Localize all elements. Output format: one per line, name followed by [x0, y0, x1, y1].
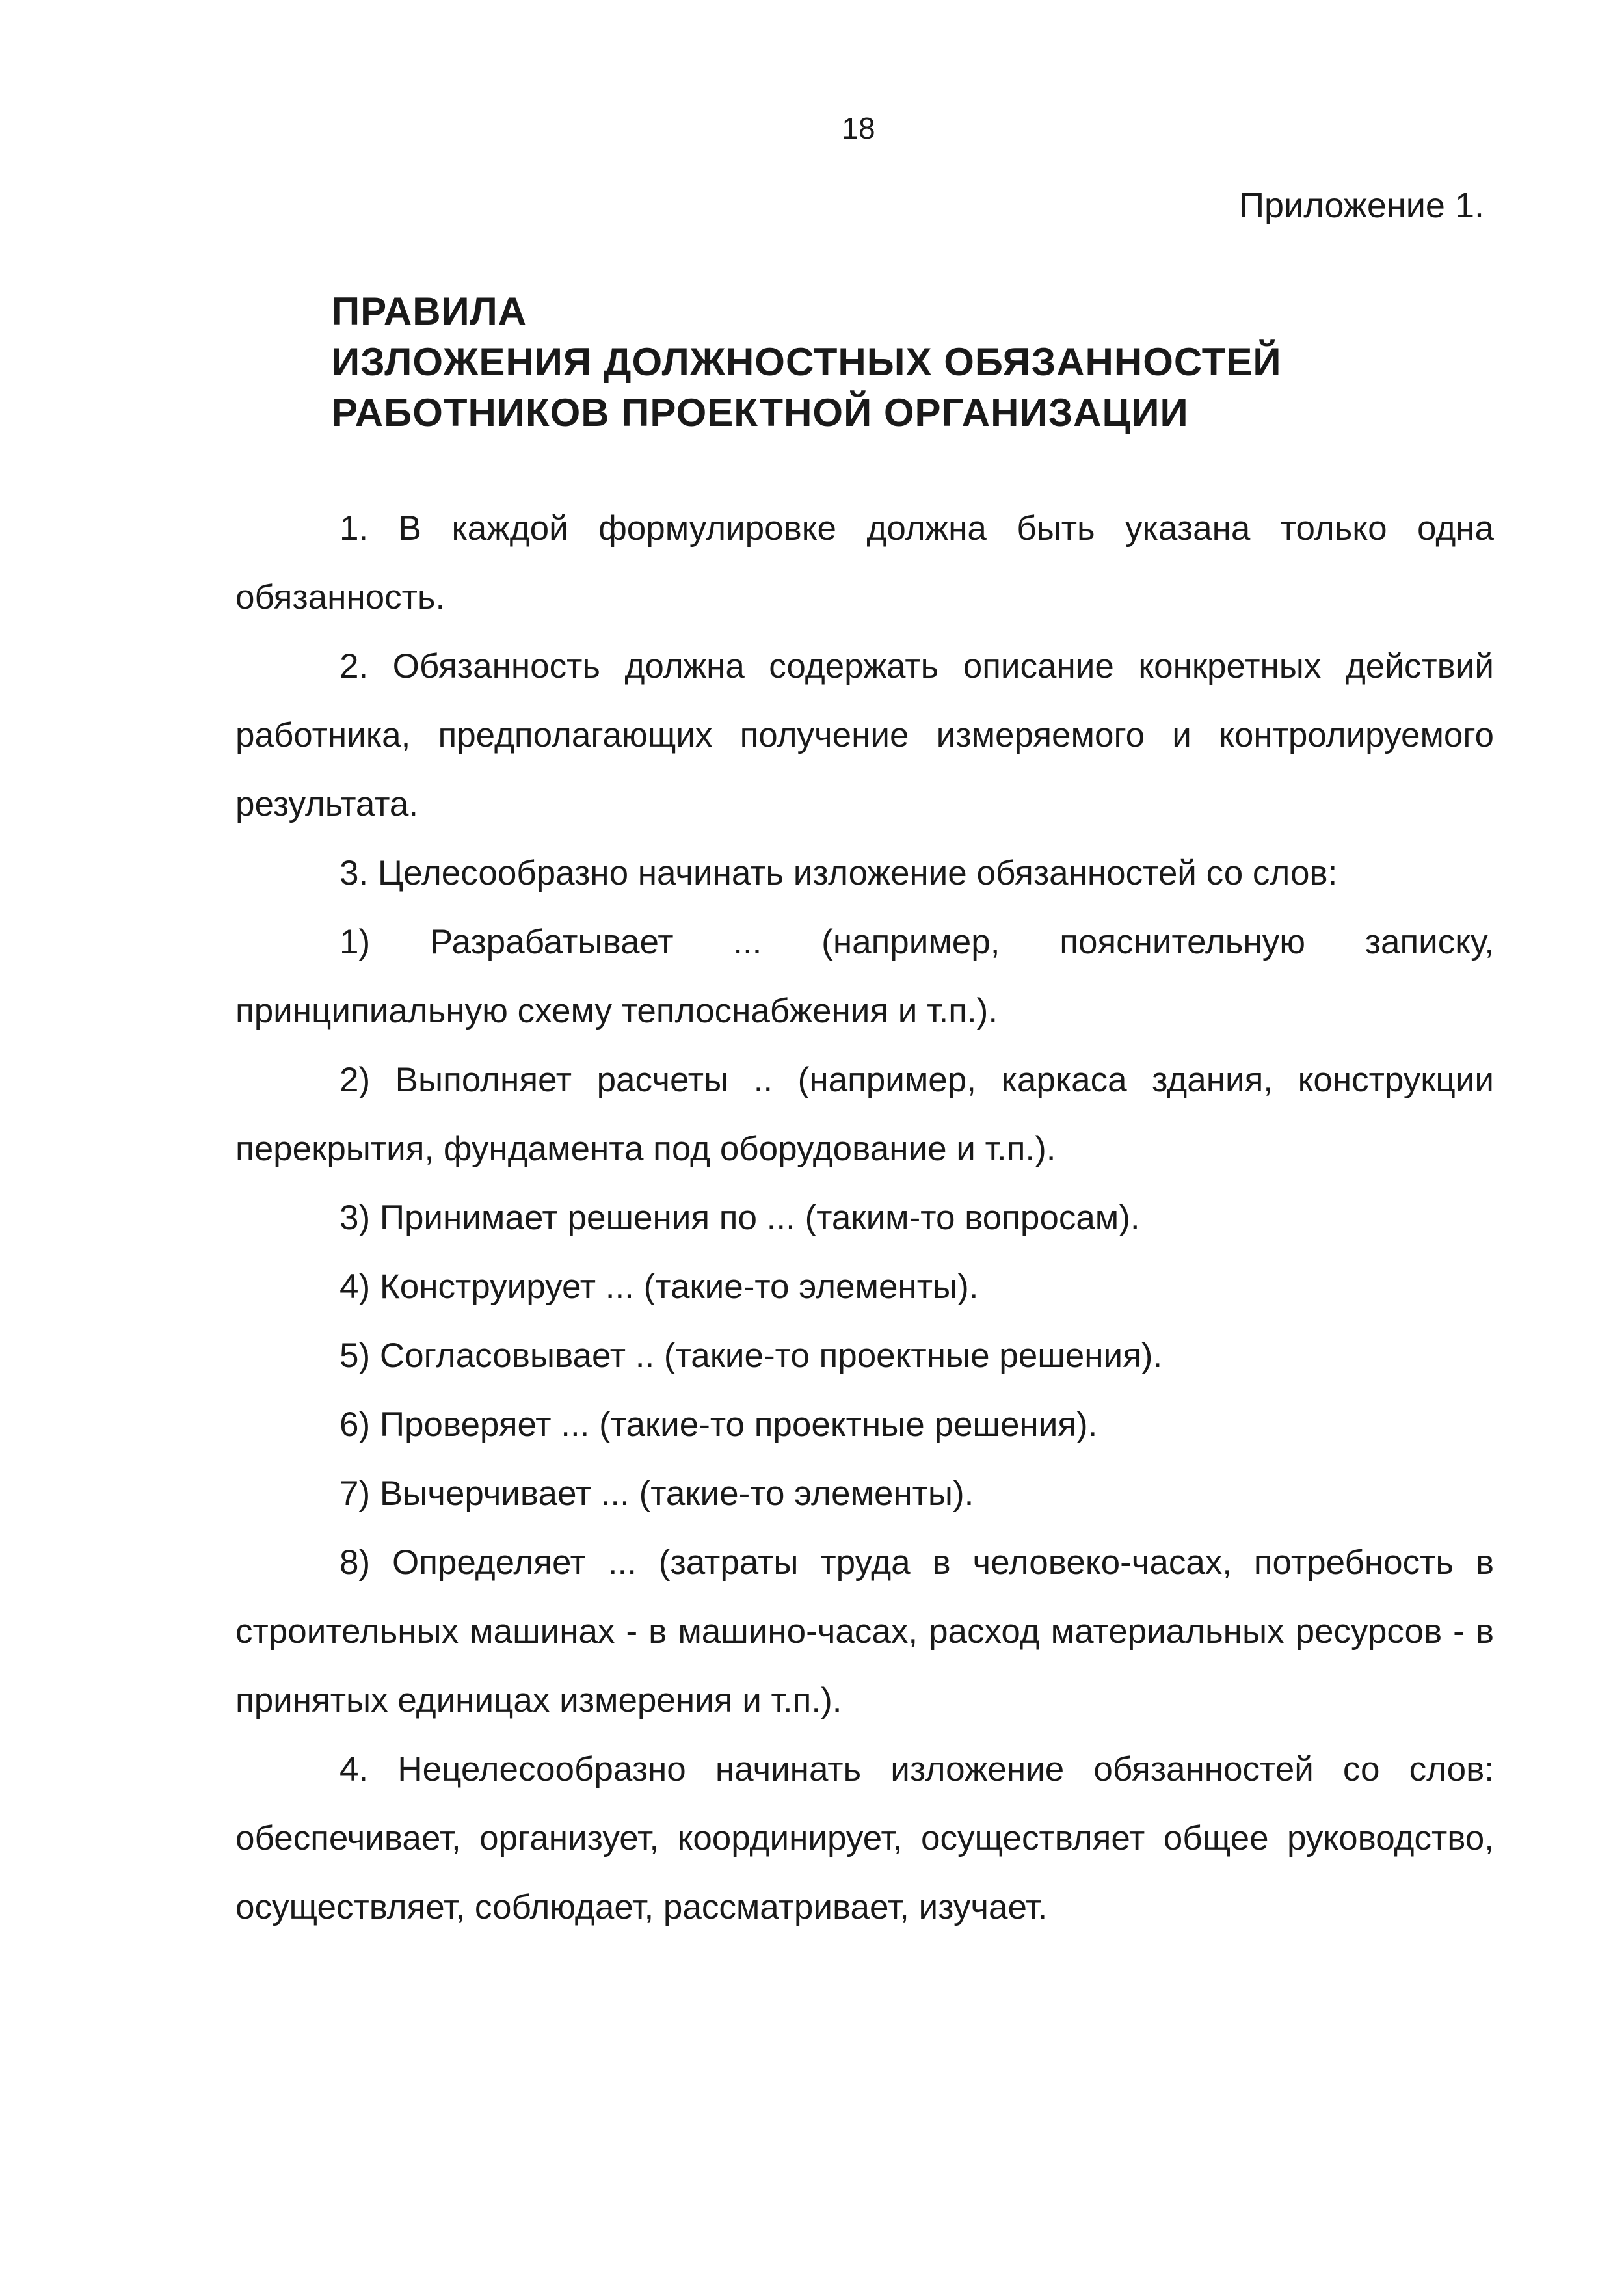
page-number: 18	[842, 111, 875, 145]
list-item-checks: 6) Проверяет ... (такие-то проектные решения).	[339, 1405, 1098, 1444]
appendix-label: Приложение 1.	[1239, 186, 1484, 225]
list-item-designs: 4) Конструирует ... (такие-то элементы).	[339, 1268, 979, 1306]
list-item-determines: 8) Определяет ... (затраты труда в человеко-часах, потребность в строительных машинах - в машино-часах, расход материальных ресурсов - в принятых единицах измерения и т.п.).	[235, 1543, 1494, 1720]
list-item-draws: 7) Вычерчивает ... (такие-то элементы).	[339, 1474, 974, 1513]
title-line-1: ПРАВИЛА	[332, 289, 527, 333]
title-line-2: ИЗЛОЖЕНИЯ ДОЛЖНОСТНЫХ ОБЯЗАННОСТЕЙ	[332, 340, 1282, 384]
title-line-3: РАБОТНИКОВ ПРОЕКТНОЙ ОРГАНИЗАЦИИ	[332, 391, 1189, 434]
document-title	[332, 286, 1502, 438]
paragraph-rule-1: 1. В каждой формулировке должна быть указана только одна обязанность.	[235, 509, 1494, 617]
list-item-approves: 5) Согласовывает .. (такие-то проектные решения).	[339, 1337, 1163, 1375]
list-item-decides: 3) Принимает решения по ... (таким-то вопросам).	[339, 1199, 1140, 1237]
paragraph-rule-2: 2. Обязанность должна содержать описание конкретных действий работника, предполагающих получение измеряемого и контролируемого результата.	[235, 647, 1494, 823]
document-body	[235, 494, 1494, 1942]
list-item-calculates: 2) Выполняет расчеты .. (например, каркаса здания, конструкции перекрытия, фундамента под оборудование и т.п.).	[235, 1061, 1494, 1168]
paragraph-rule-3: 3. Целесообразно начинать изложение обязанностей со слов:	[339, 854, 1338, 892]
paragraph-rule-4: 4. Нецелесообразно начинать изложение обязанностей со слов: обеспечивает, организует, координирует, осуществляет общее руководство, осуществляет, соблюдает, рассматривает, изучает.	[235, 1750, 1494, 1926]
list-item-develops: 1) Разрабатывает ... (например, пояснительную записку, принципиальную схему теплоснабжения и т.п.).	[235, 923, 1494, 1030]
